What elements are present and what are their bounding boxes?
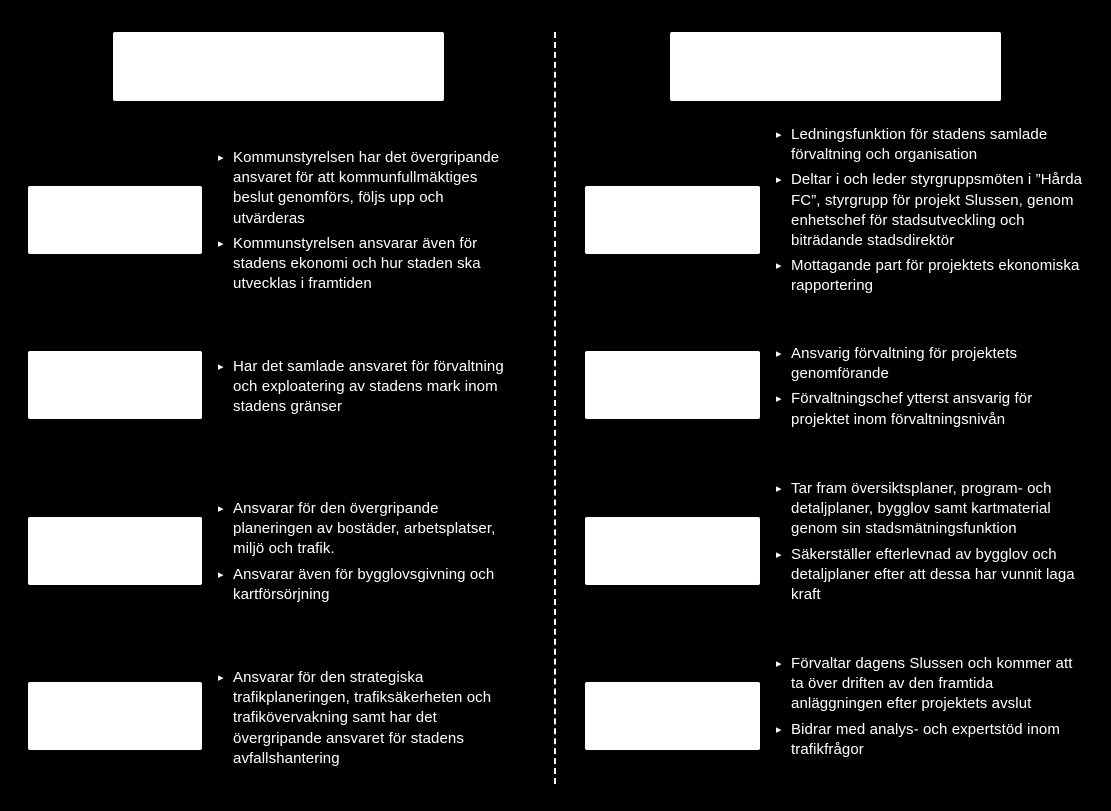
right-row-3-label-box bbox=[585, 517, 760, 585]
right-row-3-bullets bbox=[776, 479, 1086, 610]
right-column-header-box bbox=[670, 32, 1001, 101]
right-row-4-label-box bbox=[585, 682, 760, 750]
bullet-item: ▸ Säkerställer efterlevnad av bygglov och detaljplaner efter att dessa har vunnit laga kraft bbox=[776, 545, 1086, 606]
bullet-item: ▸ Ledningsfunktion för stadens samlade förvaltning och organisation bbox=[776, 125, 1086, 165]
left-row-1-bullets bbox=[218, 148, 518, 299]
center-divider bbox=[554, 32, 556, 784]
bullet-item: ▸ Kommunstyrelsen har det övergripande ansvaret för att kommunfullmäktiges beslut genomförs, följs upp och utvärderas bbox=[218, 148, 518, 229]
bullet-item: ▸ Ansvarig förvaltning för projektets genomförande bbox=[776, 344, 1086, 384]
bullet-item: ▸ Bidrar med analys- och expertstöd inom trafikfrågor bbox=[776, 720, 1086, 760]
bullet-item: ▸ Tar fram översiktsplaner, program- och detaljplaner, bygglov samt kartmaterial genom sin stadsmätningsfunktion bbox=[776, 479, 1086, 540]
bullet-item: ▸ Ansvarar för den övergripande planeringen av bostäder, arbetsplatser, miljö och trafik. bbox=[218, 499, 518, 560]
left-row-3-label-box bbox=[28, 517, 202, 585]
left-row-3-bullets bbox=[218, 499, 518, 610]
bullet-item: ▸ Förvaltningschef ytterst ansvarig för projektet inom förvaltningsnivån bbox=[776, 389, 1086, 429]
left-row-2-bullets bbox=[218, 357, 518, 423]
bullet-item: ▸ Mottagande part för projektets ekonomiska rapportering bbox=[776, 256, 1086, 296]
bullet-item: ▸ Deltar i och leder styrgruppsmöten i ”Hårda FC”, styrgrupp för projekt Slussen, genom enhetschef för stadsutveckling och biträdande stadsdirektör bbox=[776, 170, 1086, 251]
bullet-item: ▸ Har det samlade ansvaret för förvaltning och exploatering av stadens mark inom stadens gränser bbox=[218, 357, 518, 418]
left-row-2-label-box bbox=[28, 351, 202, 419]
right-row-1-label-box bbox=[585, 186, 760, 254]
left-row-4-bullets bbox=[218, 668, 518, 774]
bullet-item: ▸ Ansvarar för den strategiska trafikplaneringen, trafiksäkerheten och trafikövervakning samt har det övergripande ansvaret för stadens avfallshantering bbox=[218, 668, 518, 769]
left-row-1-label-box bbox=[28, 186, 202, 254]
bullet-item: ▸ Kommunstyrelsen ansvarar även för stadens ekonomi och hur staden ska utvecklas i framtiden bbox=[218, 234, 518, 295]
right-row-4-bullets bbox=[776, 654, 1086, 765]
right-row-2-bullets bbox=[776, 344, 1086, 435]
bullet-item: ▸ Förvaltar dagens Slussen och kommer att ta över driften av den framtida anläggningen efter projektets avslut bbox=[776, 654, 1086, 715]
right-row-2-label-box bbox=[585, 351, 760, 419]
left-row-4-label-box bbox=[28, 682, 202, 750]
bullet-item: ▸ Ansvarar även för bygglovsgivning och kartförsörjning bbox=[218, 565, 518, 605]
right-row-1-bullets bbox=[776, 125, 1086, 302]
left-column-header-box bbox=[113, 32, 444, 101]
